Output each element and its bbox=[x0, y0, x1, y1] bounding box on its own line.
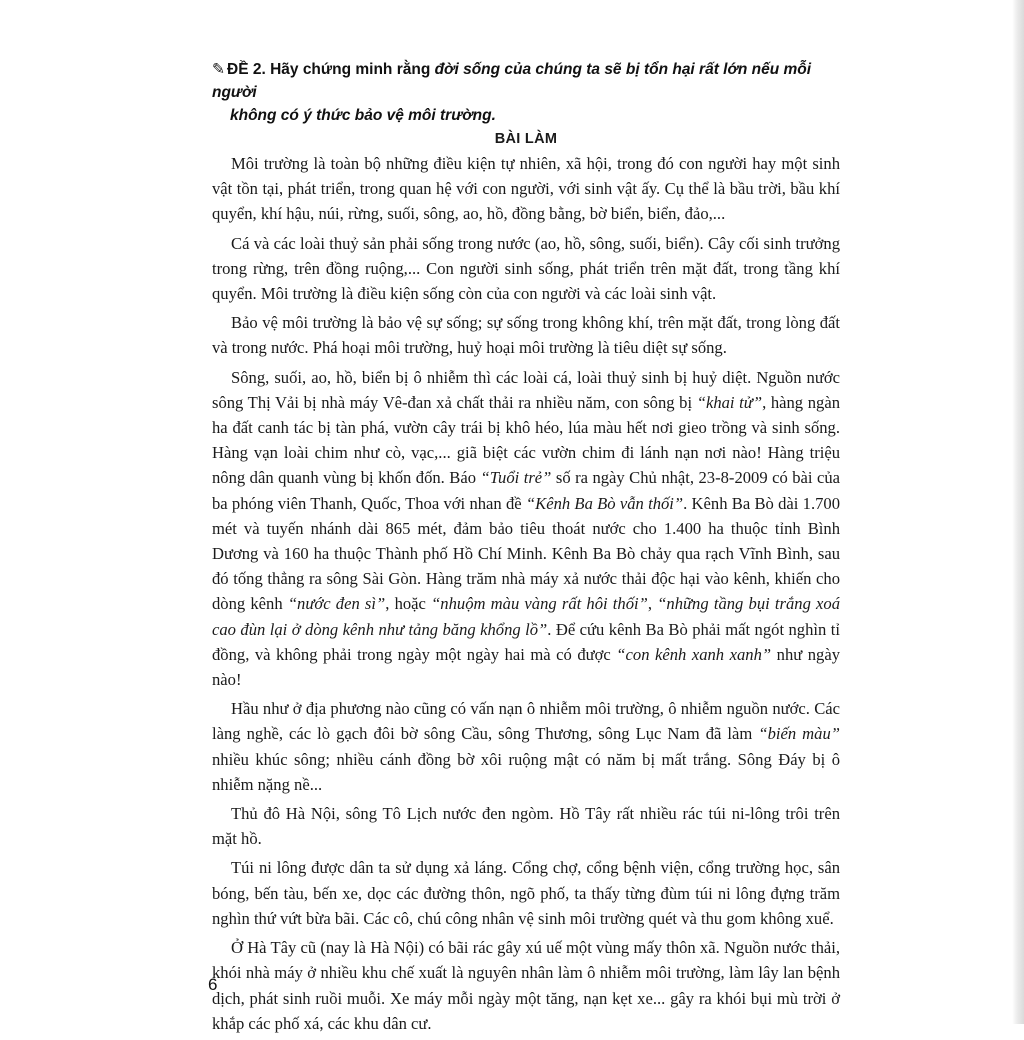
prompt-text: Hãy chứng minh rằng bbox=[265, 61, 435, 78]
quote-run: “khai tử” bbox=[696, 392, 763, 412]
text-run: nhiều khúc sông; nhiều cánh đồng bờ xôi ruộng mật có năm bị mất trắng. Sông Đáy bị ô nhiễm nặng nề... bbox=[212, 749, 840, 794]
text-run: . Để cứu kênh Ba Bò phải mất ngót nghìn tỉ đồng, và không phải trong ngày một ngày hai mà có được bbox=[212, 619, 840, 664]
quote-run: “biến màu” bbox=[758, 724, 840, 744]
quote-run: “Kênh Ba Bò vẫn thối” bbox=[525, 493, 684, 513]
paragraph-7: Túi ni lông được dân ta sử dụng xả láng. Cổng chợ, cổng bệnh viện, cổng trường học, sân bóng, bến tàu, bến xe, dọc các đường thôn, ngõ phố, ta thấy từng đùm túi ni lông đựng trăm nghìn thứ vứt bừa bãi. Các cô, chú công nhân vệ sinh môi trường quét và thu gom không xuể. bbox=[212, 858, 840, 928]
prompt-italic-text: đời sống của chúng ta sẽ bị tổn hại rất lớn nếu mỗi người bbox=[212, 61, 812, 101]
exercise-prompt bbox=[212, 58, 840, 127]
prompt-italic-line2: không có ý thức bảo vệ môi trường. bbox=[230, 107, 496, 124]
page-edge-shadow bbox=[854, 0, 1024, 1024]
text-run: , hàng ngàn ha đất canh tác bị tàn phá, vườn cây trái bị khô héo, lúa màu hết nơi gieo trồng và sinh sống. Hàng vạn loài chim như cò, vạc,... giã biệt các vườn chim đi lánh nạn nơi nào! Hàng triệu nông dân quanh vùng bị khốn đốn. Báo bbox=[212, 392, 840, 488]
text-run: , bbox=[647, 594, 658, 614]
text-run: . Kênh Ba Bò dài 1.700 mét và tuyến nhánh dài 865 mét, đảm bảo tiêu thoát nước cho 1.400 ha thuộc tỉnh Bình Dương và 160 ha thuộc Thành phố Hồ Chí Minh. Kênh Ba Bò chảy qua rạch Vĩnh Bình, sau đó tống thẳng ra sông Sài Gòn. Hàng trăm nhà máy xả nước thải độc hại vào kênh, khiến cho dòng kênh bbox=[212, 493, 840, 614]
text-run: số ra ngày Chủ nhật, 23-8-2009 có bài của ba phóng viên Thanh, Quốc, Thoa với nhan đề bbox=[212, 468, 840, 513]
quote-run: “những tầng bụi trắng xoá cao đùn lại ở dòng kênh như tảng băng khổng lồ” bbox=[212, 594, 841, 639]
paragraph-5 bbox=[212, 696, 840, 797]
paragraph-4 bbox=[212, 365, 840, 693]
exercise-label: ĐỀ 2. bbox=[227, 61, 266, 78]
pencil-icon: ✎ bbox=[212, 61, 225, 78]
section-heading: BÀI LÀM bbox=[494, 131, 558, 147]
paragraph-8: Ở Hà Tây cũ (nay là Hà Nội) có bãi rác gây xú uế một vùng mấy thôn xã. Nguồn nước thải, khói nhà máy ở nhiều khu chế xuất là nguyên nhân làm ô nhiễm môi trường, làm lây lan bệnh dịch, phát sinh ruồi muỗi. Xe máy mỗi ngày một tăng, nạn kẹt xe... gây ra khói bụi mù trời ở khắp các phố xá, các khu dân cư. bbox=[212, 938, 840, 1033]
quote-run: “nhuộm màu vàng rất hôi thối” bbox=[431, 594, 648, 614]
paragraph-2: Cá và các loài thuỷ sản phải sống trong nước (ao, hồ, sông, suối, biển). Cây cối sinh trưởng trong rừng, trên đồng ruộng,... Con người sinh sống, phát triển trên mặt đất, trong tầng khí quyển. Môi trường là điều kiện sống còn của con người và các loài sinh vật. bbox=[212, 233, 840, 304]
page-content bbox=[212, 58, 840, 1040]
text-run: Hầu như ở địa phương nào cũng có vấn nạn ô nhiễm môi trường, ô nhiễm nguồn nước. Các làng nghề, các lò gạch đôi bờ sông Cầu, sông Thương, sông Lục Nam đã làm bbox=[212, 699, 840, 744]
text-run: Sông, suối, ao, hồ, biển bị ô nhiễm thì các loài cá, loài thuỷ sinh bị huỷ diệt. Nguồn nước sông Thị Vải bị nhà máy Vê-đan xả chất thải ra nhiều năm, con sông bị bbox=[212, 367, 840, 412]
text-run: như ngày nào! bbox=[212, 644, 841, 690]
quote-run: “con kênh xanh xanh” bbox=[616, 644, 772, 664]
quote-run: “Tuổi trẻ” bbox=[480, 468, 552, 488]
paragraph-6: Thủ đô Hà Nội, sông Tô Lịch nước đen ngòm. Hồ Tây rất nhiều rác túi ni-lông trôi trên mặt hồ. bbox=[212, 804, 840, 849]
paragraph-1: Môi trường là toàn bộ những điều kiện tự nhiên, xã hội, trong đó con người hay một sinh vật tồn tại, phát triển, trong quan hệ với con người, với sinh vật ấy. Cụ thể là bầu trời, bầu khí quyển, khí hậu, núi, rừng, suối, sông, ao, hồ, đồng bằng, bờ biển, biển, đảo,... bbox=[212, 154, 840, 224]
text-run: , hoặc bbox=[385, 594, 432, 614]
page-number: 6 bbox=[208, 975, 218, 994]
quote-run: “nước đen sì” bbox=[287, 594, 386, 614]
paragraph-3: Bảo vệ môi trường là bảo vệ sự sống; sự sống trong không khí, trên mặt đất, trong lòng đất và trong nước. Phá hoại môi trường, huỷ hoại môi trường là tiêu diệt sự sống. bbox=[212, 313, 840, 358]
